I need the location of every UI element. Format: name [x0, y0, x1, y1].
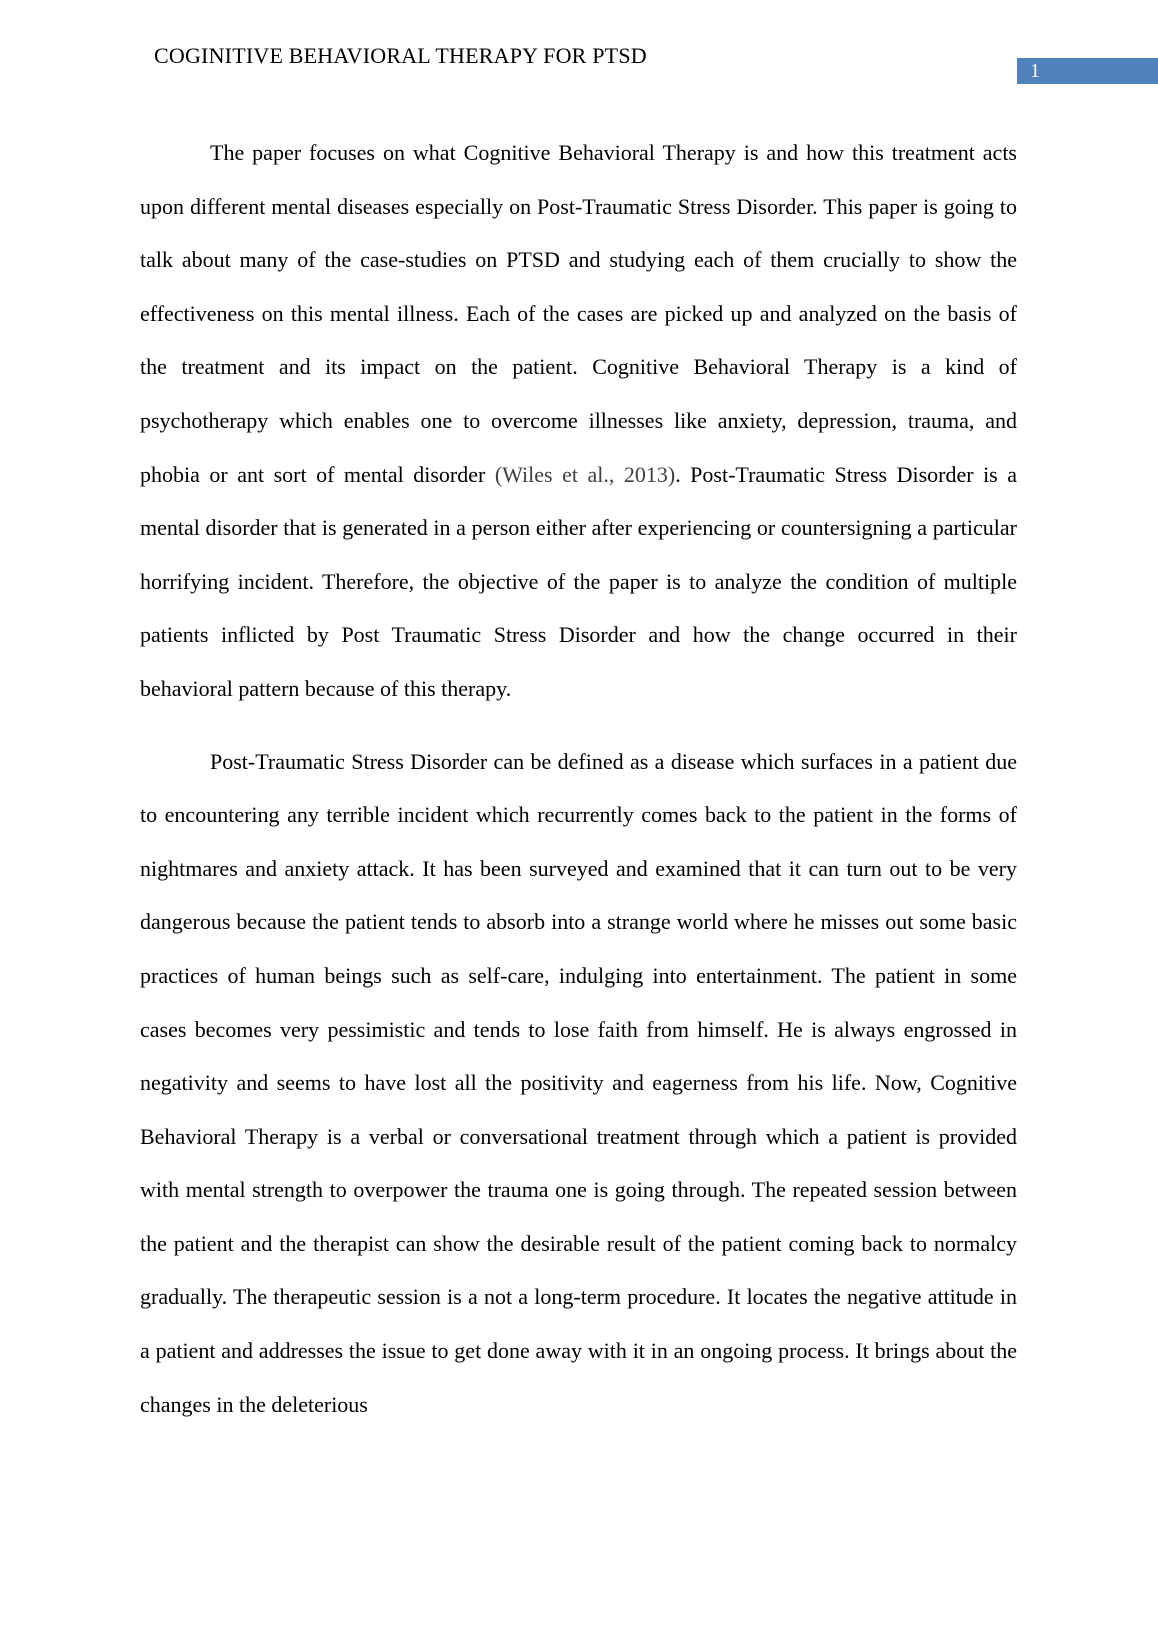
running-head: COGINITIVE BEHAVIORAL THERAPY FOR PTSD [154, 43, 647, 68]
paragraph-1 [140, 126, 1017, 716]
paragraph-1-text-b: . Post-Traumatic Stress Disorder is a mental disorder that is generated in a person either after experiencing or countersigning a particular horrifying incident. Therefore, the objective of the paper is to analyze the condition of multiple patients inflicted by Post Traumatic Stress Disorder and how the change occurred in their behavioral pattern because of this therapy. [140, 461, 1018, 701]
paragraph-2: Post-Traumatic Stress Disorder can be defined as a disease which surfaces in a patient due to encountering any terrible incident which recurrently comes back to the patient in the forms of nightmares and anxiety attack. It has been surveyed and examined that it can turn out to be very dangerous because the patient tends to absorb into a strange world where he misses out some basic practices of human beings such as self-care, indulging into entertainment. The patient in some cases becomes very pessimistic and tends to lose faith from himself. He is always engrossed in negativity and seems to have lost all the positivity and eagerness from his life. Now, Cognitive Behavioral Therapy is a verbal or conversational treatment through which a patient is provided with mental strength to overpower the trauma one is going through. The repeated session between the patient and the therapist can show the desirable result of the patient coming back to normalcy gradually. The therapeutic session is a not a long-term procedure. It locates the negative attitude in a patient and addresses the issue to get done away with it in an ongoing process. It brings about the changes in the deleterious [140, 748, 1017, 1417]
citation: (Wiles et al., 2013) [494, 461, 676, 487]
paragraph-1-text-a: The paper focuses on what Cognitive Behavioral Therapy is and how this treatment acts upon different mental diseases especially on Post-Traumatic Stress Disorder. This paper is going to talk about many of the case-studies on PTSD and studying each of them crucially to show the effectiveness on this mental illness. Each of the cases are picked up and analyzed on the basis of the treatment and its impact on the patient. Cognitive Behavioral Therapy is a kind of psychotherapy which enables one to overcome illnesses like anxiety, depression, trauma, and phobia or ant sort of mental disorder [140, 140, 1017, 487]
page-number: 1 [1017, 58, 1158, 84]
document-body [140, 126, 1017, 1431]
